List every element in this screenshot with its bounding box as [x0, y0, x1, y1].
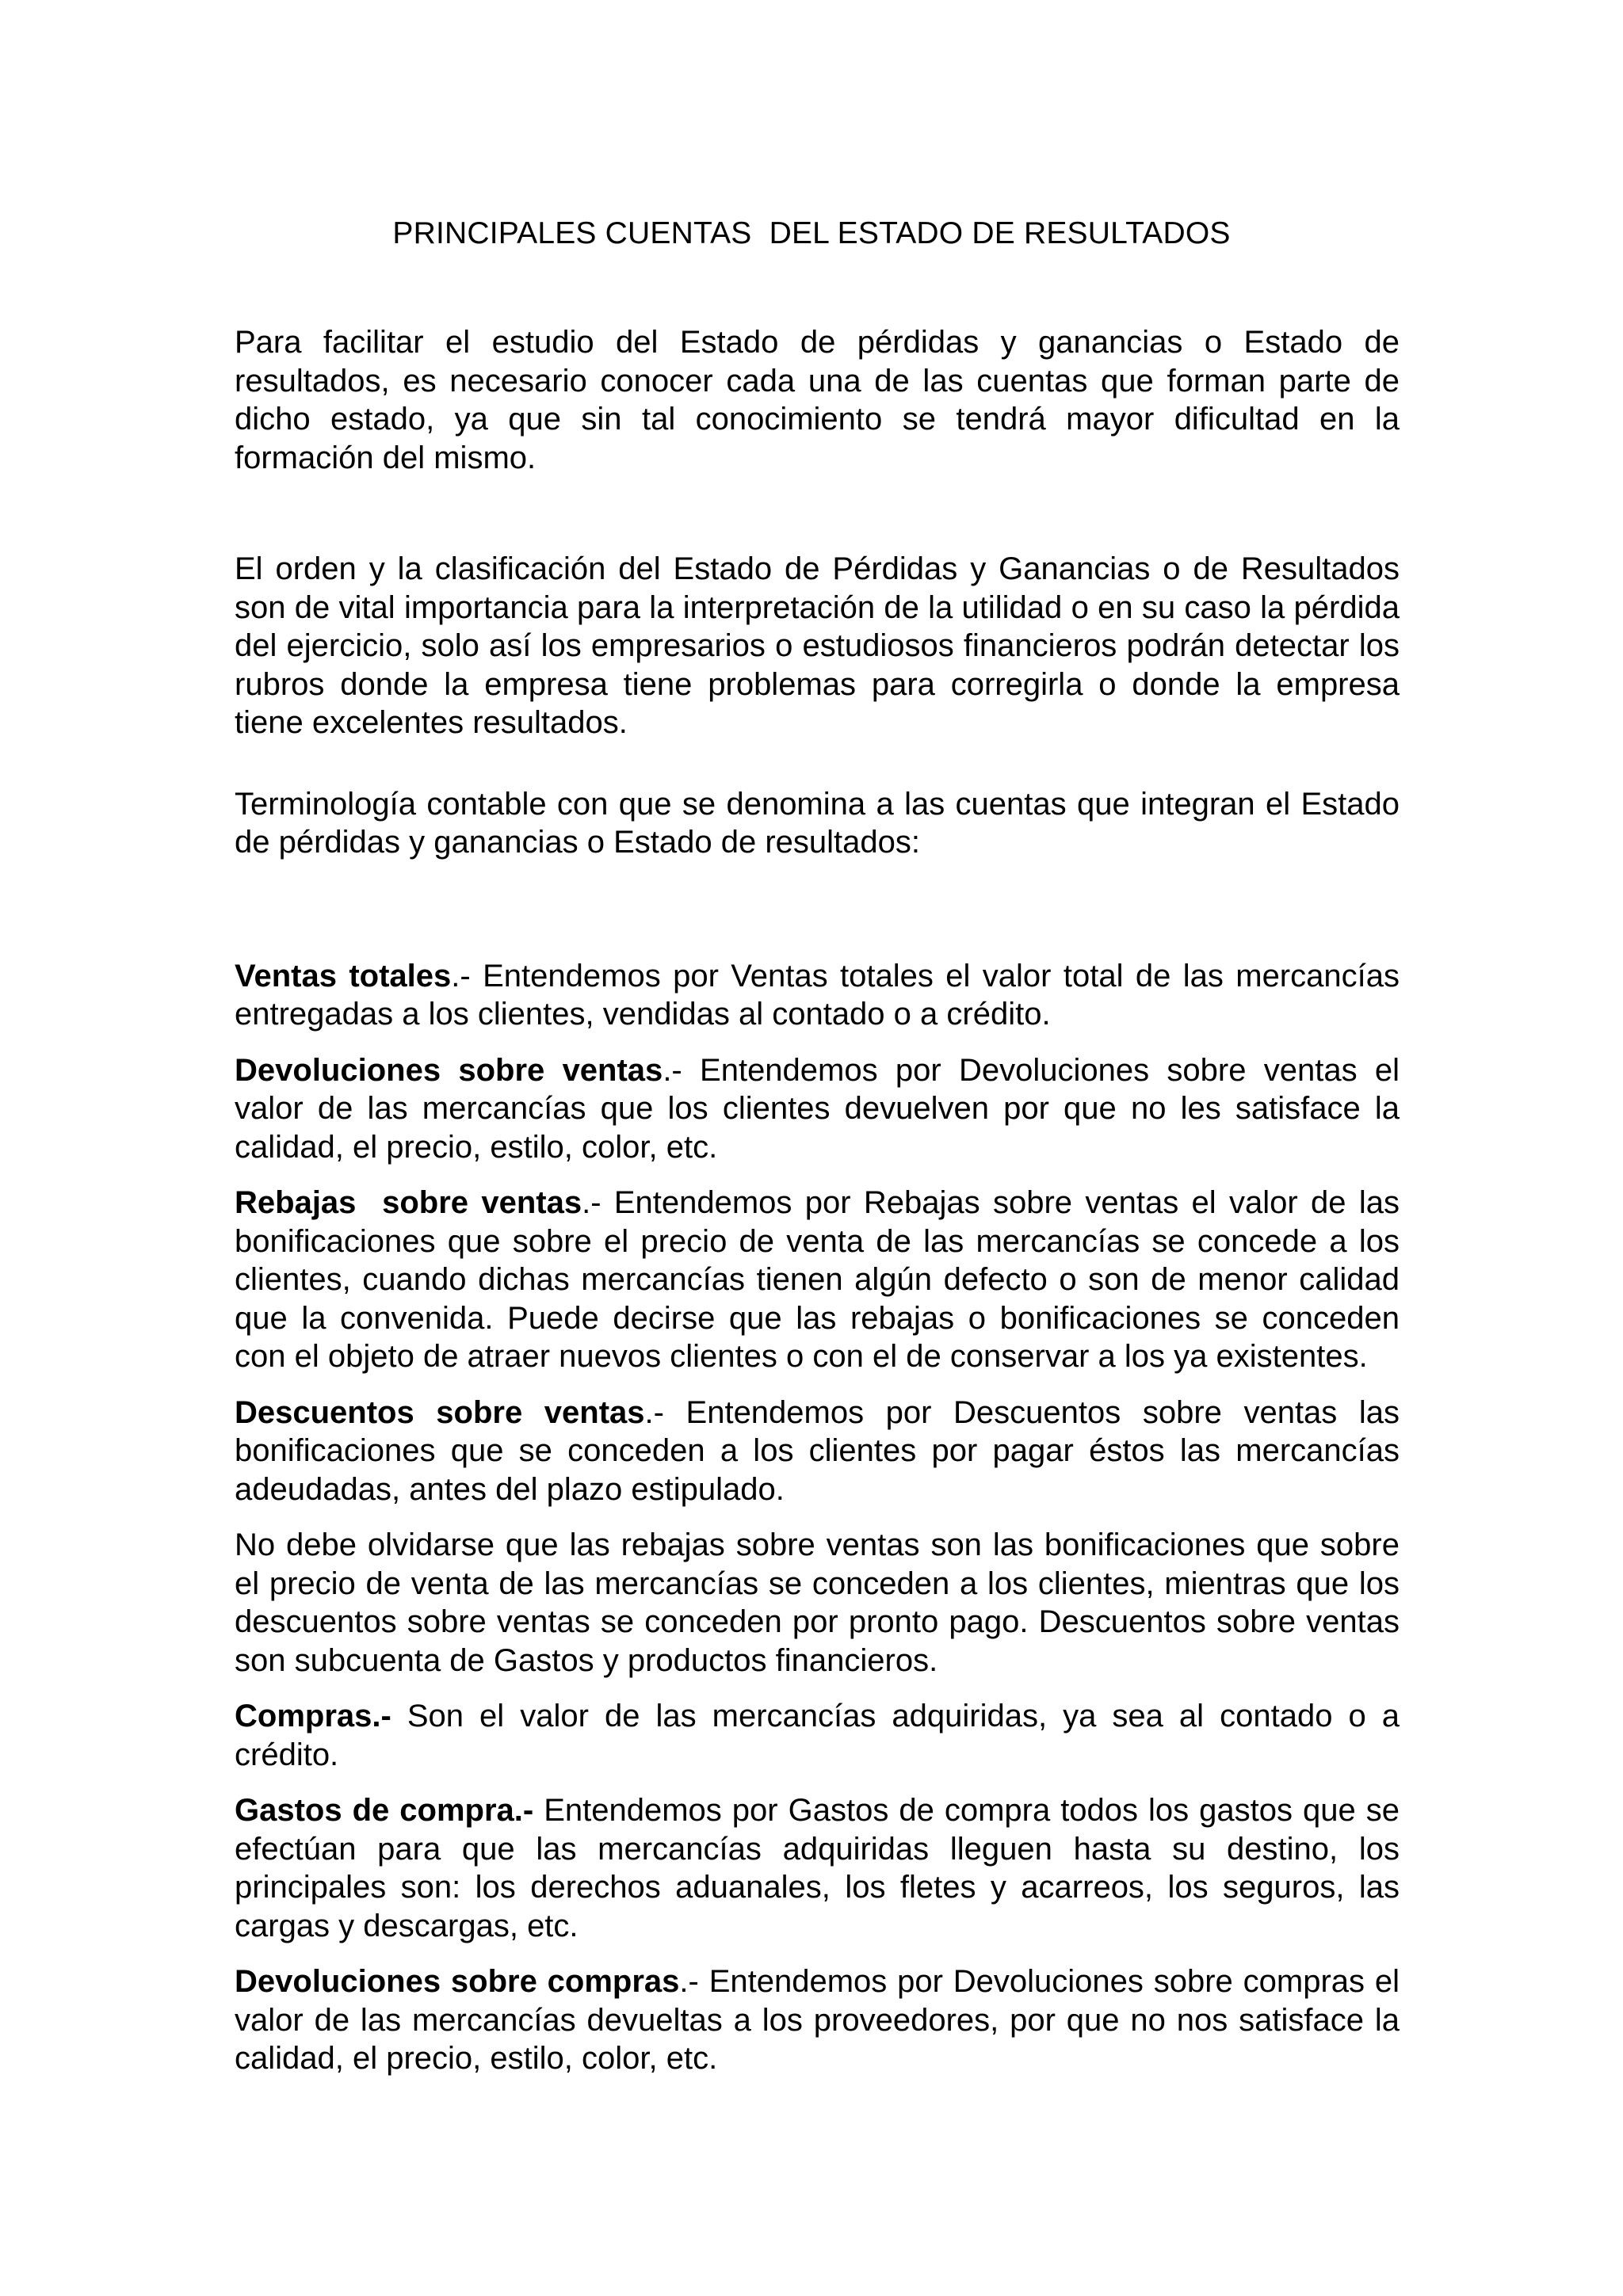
definition-term: Compras.-: [235, 1699, 391, 1733]
definition-term: Gastos de compra.-: [235, 1793, 534, 1828]
document-body: [235, 323, 1400, 2078]
definition-compras: [235, 1697, 1400, 1774]
page-title: PRINCIPALES CUENTAS DEL ESTADO DE RESULTADOS: [392, 216, 1231, 250]
definition-rebajas-sobre-ventas: [235, 1184, 1400, 1376]
definition-descuentos-sobre-ventas: [235, 1394, 1400, 1509]
intro-paragraph-1: Para facilitar el estudio del Estado de pérdidas y ganancias o Estado de resultados, es necesario conocer cada una de las cuentas que forman parte de dicho estado, ya que sin tal conocimiento se tendrá mayor dificultad en la formación del mismo.: [235, 325, 1400, 475]
definition-text: .- Entendemos por Descuentos sobre ventas las bonificaciones que se conceden a los clientes por pagar éstos las mercancías adeudadas, antes del plazo estipulado.: [235, 1394, 1400, 1507]
definition-text: .- Entendemos por Ventas totales el valor total de las mercancías entregadas a los clientes, vendidas al contado o a crédito.: [235, 958, 1400, 1032]
definition-devoluciones-sobre-ventas: [235, 1051, 1400, 1167]
note-paragraph: No debe olvidarse que las rebajas sobre ventas son las bonificaciones que sobre el precio de venta de las mercancías se conceden a los clientes, mientras que los descuentos sobre ventas se conceden por pronto pago. Descuentos sobre ventas son subcuenta de Gastos y productos financieros.: [235, 1527, 1400, 1678]
definition-devoluciones-sobre-compras: [235, 1962, 1400, 2078]
intro-paragraph-3: Terminología contable con que se denomina a las cuentas que integran el Estado de pérdidas y ganancias o Estado de resultados:: [235, 786, 1400, 860]
definition-ventas-totales: [235, 957, 1400, 1034]
definition-term: Rebajas sobre ventas: [235, 1185, 582, 1220]
definition-text: .- Entendemos por Devoluciones sobre ventas el valor de las mercancías que los clientes devuelven por que no les satisface la calidad, el precio, estilo, color, etc.: [235, 1052, 1400, 1165]
definition-term: Descuentos sobre ventas: [235, 1394, 645, 1430]
definition-text: Son el valor de las mercancías adquiridas, ya sea al contado o a crédito.: [235, 1699, 1400, 1772]
definition-term: Devoluciones sobre ventas: [235, 1052, 663, 1088]
definition-text: .- Entendemos por Rebajas sobre ventas el valor de las bonificaciones que sobre el precio de venta de las mercancías se concede a los clientes, cuando dichas mercancías tienen algún defecto o son de menor calidad que la convenida. Puede decirse que las rebajas o bonificaciones se conceden con el objeto de atraer nuevos clientes o con el de conservar a los ya existentes.: [235, 1185, 1400, 1374]
definition-text: Entendemos por Gastos de compra todos los gastos que se efectúan para que las mercancías adquiridas lleguen hasta su destino, los principales son: los derechos aduanales, los fletes y acarreos, los seguros, las cargas y descargas, etc.: [235, 1793, 1400, 1943]
definition-text: .- Entendemos por Devoluciones sobre compras el valor de las mercancías devueltas a los proveedores, por que no nos satisface la calidad, el precio, estilo, color, etc.: [235, 1964, 1400, 2076]
definition-gastos-de-compra: [235, 1791, 1400, 1945]
definition-term: Devoluciones sobre compras: [235, 1964, 680, 1999]
definition-term: Ventas totales: [235, 958, 452, 994]
intro-paragraph-2: El orden y la clasificación del Estado de Pérdidas y Ganancias o de Resultados son de vital importancia para la interpretación de la utilidad o en su caso la pérdida del ejercicio, solo así los empresarios o estudiosos financieros podrán detectar los rubros donde la empresa tiene problemas para corregirla o donde la empresa tiene excelentes resultados.: [235, 551, 1400, 740]
